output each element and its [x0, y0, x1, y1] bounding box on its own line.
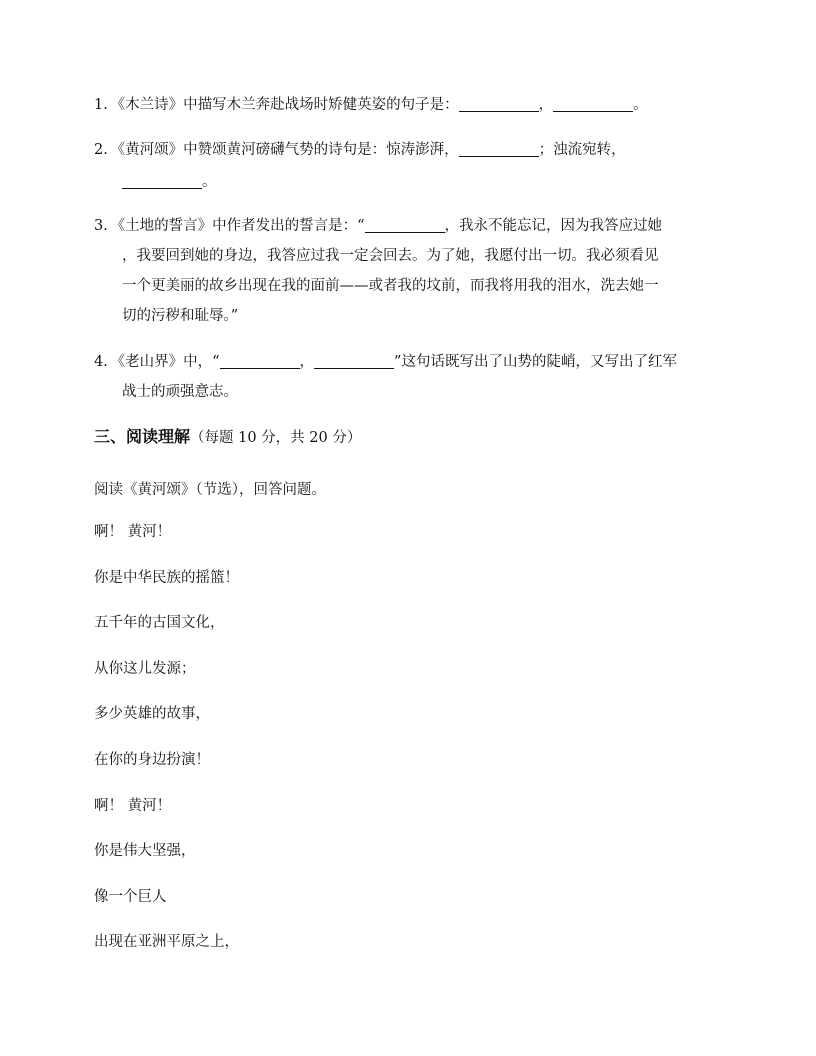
- question-number: 2.: [94, 142, 108, 158]
- poem-line: 五千年的古国文化，: [94, 615, 225, 632]
- poem-line: 从你这儿发源；: [94, 660, 196, 677]
- reading-intro: 阅读《黄河颂》（节选），回答问题。: [94, 482, 326, 498]
- answer-blank[interactable]: [122, 172, 202, 189]
- answer-blank[interactable]: [365, 216, 445, 233]
- poem-line: 你是中华民族的摇篮！: [94, 569, 239, 586]
- question-continuation: 切的污秽和耻辱。”: [122, 308, 239, 324]
- answer-blank[interactable]: [459, 95, 539, 112]
- poem-excerpt: [94, 522, 239, 978]
- poem-line: 你是伟大坚强，: [94, 843, 196, 860]
- question-4: [94, 347, 724, 407]
- question-text: 《黄河颂》中赞颂黄河磅礴气势的诗句是：惊涛澎湃，: [110, 142, 459, 158]
- poem-line: 啊！ 黄河！: [94, 797, 172, 814]
- question-text: ，我永不能忘记，因为我答应过她: [444, 218, 663, 234]
- question-text: 《木兰诗》中描写木兰奔赴战场时矫健英姿的句子是：: [110, 97, 459, 113]
- question-text: 《老山界》中，“: [110, 354, 220, 370]
- question-text: ，: [538, 97, 554, 113]
- question-number: 3.: [94, 218, 108, 234]
- question-2: [94, 135, 724, 197]
- section-note: （每题 10 分，共 20 分）: [190, 430, 362, 446]
- poem-line: 像一个巨人: [94, 888, 167, 905]
- section-heading: [94, 424, 361, 447]
- question-number: 4.: [94, 354, 108, 370]
- answer-blank[interactable]: [459, 140, 539, 157]
- question-number: 1.: [94, 97, 108, 113]
- poem-line: 在你的身边扮演！: [94, 751, 210, 768]
- question-text: ”这句话既写出了山势的陡峭，又写出了红军: [394, 354, 677, 370]
- question-continuation: ，我要回到她的身边，我答应过我一定会回去。为了她，我愿付出一切。我必须看见: [122, 248, 659, 264]
- question-1: [94, 90, 724, 120]
- answer-blank[interactable]: [553, 95, 633, 112]
- poem-line: 出现在亚洲平原之上，: [94, 934, 239, 951]
- answer-blank[interactable]: [314, 352, 394, 369]
- question-text: 。: [633, 97, 648, 113]
- question-continuation: [94, 167, 724, 197]
- answer-blank[interactable]: [220, 352, 300, 369]
- poem-line: 啊！ 黄河！: [94, 524, 172, 540]
- question-continuation: 一个更美丽的故乡出现在我的面前——或者我的坟前，而我将用我的泪水，洗去她一: [122, 278, 659, 294]
- question-text: 。: [202, 174, 217, 190]
- question-continuation: 战士的顽强意志。: [122, 384, 238, 400]
- question-text: 《土地的誓言》中作者发出的誓言是：“: [110, 218, 365, 234]
- question-text: ，: [299, 354, 315, 370]
- question-3: [94, 211, 724, 331]
- question-text: ；浊流宛转，: [538, 142, 626, 158]
- section-title: 三、阅读理解: [94, 427, 191, 446]
- poem-line: 多少英雄的故事，: [94, 706, 210, 723]
